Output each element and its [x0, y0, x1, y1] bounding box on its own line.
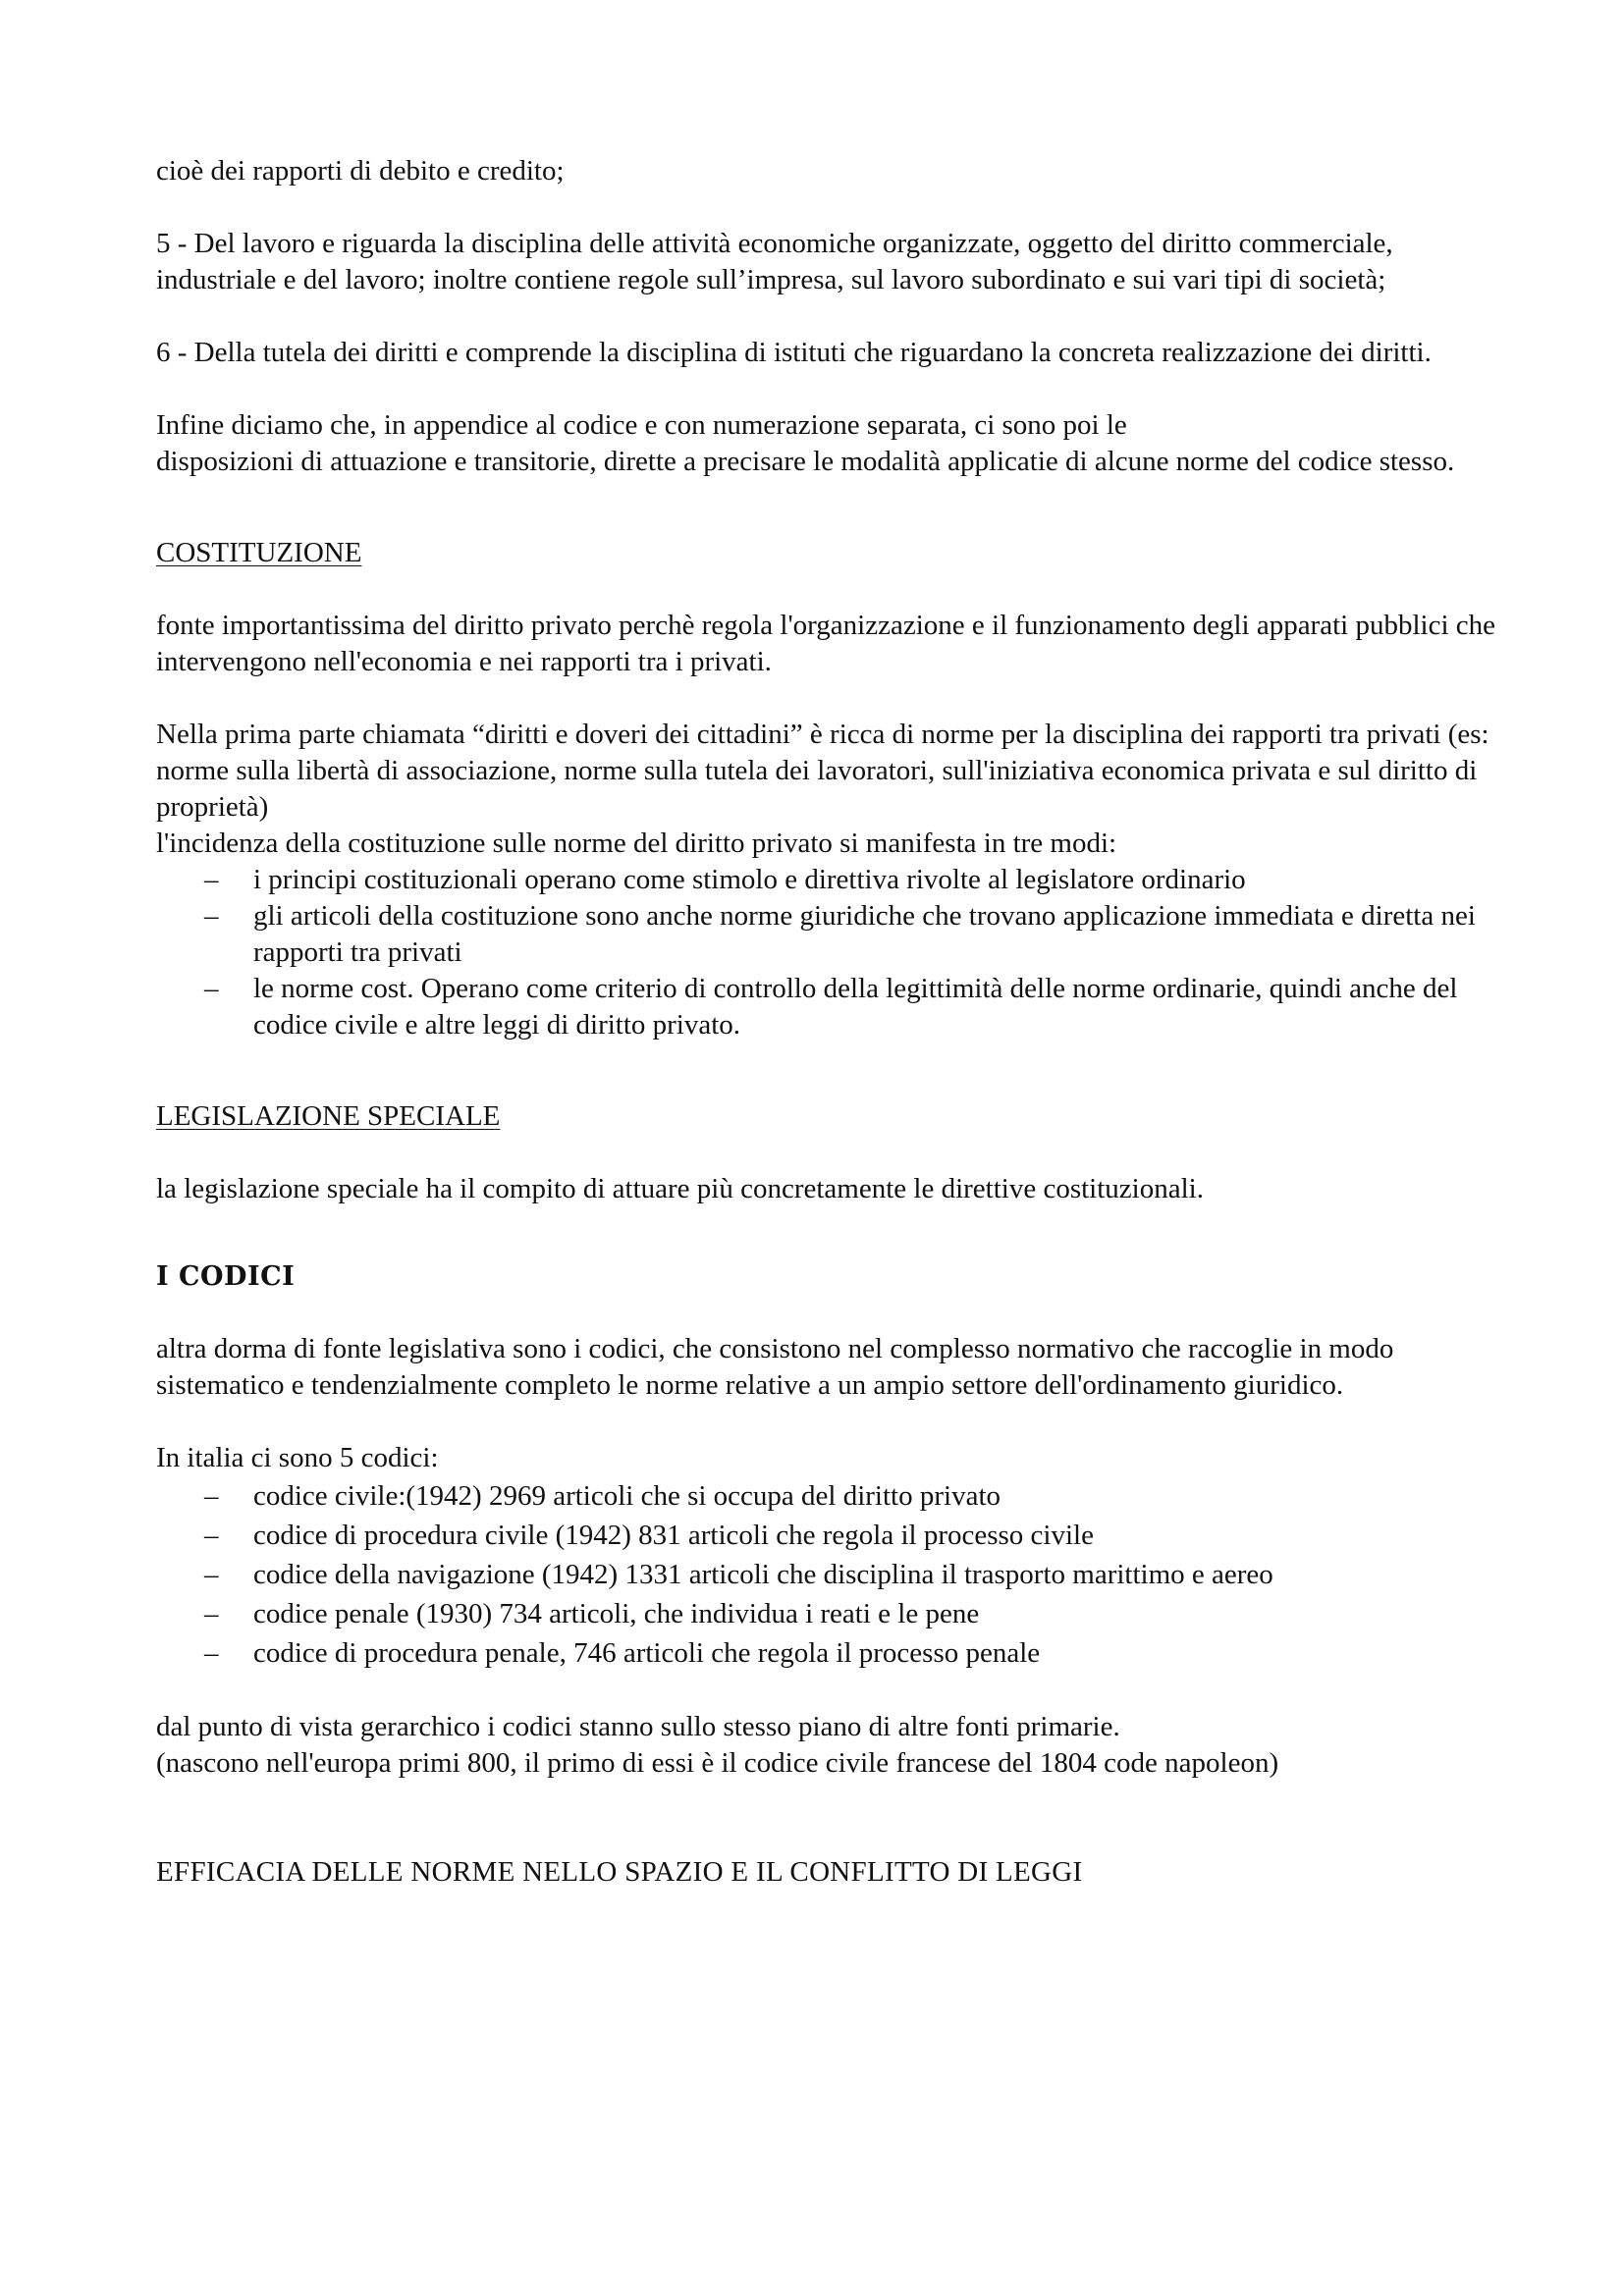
- intro-closing-line-a: Infine diciamo che, in appendice al codice e con numerazione separata, ci sono poi le: [156, 409, 1127, 441]
- costituzione-para-3: l'incidenza della costituzione sulle norme del diritto privato si manifesta in tre modi:: [156, 828, 1117, 859]
- list-item: [156, 1555, 1511, 1594]
- intro-closing-line-b: disposizioni di attuazione e transitorie, dirette a precisare le modalità applicatie di alcune norme del codice stesso.: [156, 446, 1455, 477]
- codici-para-1: altra dorma di fonte legislativa sono i codici, che consistono nel complesso normativo che raccoglie in modo sistematico e tendenzialmente completo le norme relative a un ampio settore dell'ordinamento giuridico.: [156, 1333, 1394, 1401]
- intro-item-6: 6 - Della tutela dei diritti e comprende la disciplina di istituti che riguardano la concreta realizzazione dei diritti.: [156, 337, 1432, 368]
- document-page: [156, 153, 1511, 1891]
- list-item: [156, 1476, 1511, 1516]
- legislazione-heading: LEGISLAZIONE SPECIALE: [156, 1100, 501, 1132]
- codici-para-3: dal punto di vista gerarchico i codici stanno sullo stesso piano di altre fonti primarie.: [156, 1711, 1120, 1742]
- list-item-text: gli articoli della costituzione sono anche norme giuridiche che trovano applicazione immediata e diretta nei rapporti tra privati: [253, 900, 1476, 968]
- costituzione-para-1: fonte importantissima del diritto privato perchè regola l'organizzazione e il funzionamento degli apparati pubblici che intervengono nell'economia e nei rapporti tra i privati.: [156, 610, 1495, 677]
- codici-list: [156, 1476, 1511, 1673]
- dash-bullet: –: [204, 1637, 219, 1669]
- list-item-text: codice penale (1930) 734 articoli, che individua i reati e le pene: [253, 1598, 980, 1629]
- dash-bullet: –: [204, 900, 219, 932]
- dash-bullet: –: [204, 973, 219, 1004]
- codici-para-2: In italia ci sono 5 codici:: [156, 1442, 439, 1473]
- dash-bullet: –: [204, 1598, 219, 1629]
- list-item-text: codice civile:(1942) 2969 articoli che si occupa del diritto privato: [253, 1480, 1001, 1512]
- intro-line: cioè dei rapporti di debito e credito;: [156, 155, 565, 187]
- dash-bullet: –: [204, 1480, 219, 1512]
- costituzione-heading: COSTITUZIONE: [156, 537, 362, 568]
- list-item-text: le norme cost. Operano come criterio di controllo della legittimità delle norme ordinarie, quindi anche del codice civile e altre leggi di diritto privato.: [253, 973, 1458, 1041]
- costituzione-para-2: Nella prima parte chiamata “diritti e doveri dei cittadini” è ricca di norme per la disciplina dei rapporti tra privati (es: norme sulla libertà di associazione, norme sulla tutela dei lavoratori, sull'iniziativa economica privata e sul diritto di proprietà): [156, 719, 1489, 823]
- dash-bullet: –: [204, 1559, 219, 1590]
- list-item: [156, 862, 1511, 898]
- list-item: [156, 1516, 1511, 1555]
- list-item: [156, 1633, 1511, 1673]
- dash-bullet: –: [204, 1520, 219, 1551]
- list-item-text: codice di procedura civile (1942) 831 articoli che regola il processo civile: [253, 1520, 1094, 1551]
- dash-bullet: –: [204, 864, 219, 895]
- list-item: [156, 1594, 1511, 1633]
- list-item: [156, 898, 1511, 971]
- intro-item-5: 5 - Del lavoro e riguarda la disciplina delle attività economiche organizzate, oggetto del diritto commerciale, industriale e del lavoro; inoltre contiene regole sull’impresa, sul lavoro subordinato e sui vari tipi di società;: [156, 228, 1393, 295]
- list-item-text: codice della navigazione (1942) 1331 articoli che disciplina il trasporto marittimo e aereo: [253, 1559, 1273, 1590]
- codici-para-4: (nascono nell'europa primi 800, il primo di essi è il codice civile francese del 1804 code napoleon): [156, 1747, 1279, 1779]
- costituzione-list: [156, 862, 1511, 1043]
- codici-heading: I CODICI: [156, 1261, 296, 1292]
- list-item: [156, 971, 1511, 1043]
- list-item-text: codice di procedura penale, 746 articoli che regola il processo penale: [253, 1637, 1041, 1669]
- intro-closing: [156, 407, 1511, 480]
- list-item-text: i principi costituzionali operano come stimolo e direttiva rivolte al legislatore ordinario: [253, 864, 1246, 895]
- efficacia-heading: EFFICACIA DELLE NORME NELLO SPAZIO E IL CONFLITTO DI LEGGI: [156, 1856, 1083, 1888]
- legislazione-para: la legislazione speciale ha il compito di attuare più concretamente le direttive costituzionali.: [156, 1173, 1204, 1204]
